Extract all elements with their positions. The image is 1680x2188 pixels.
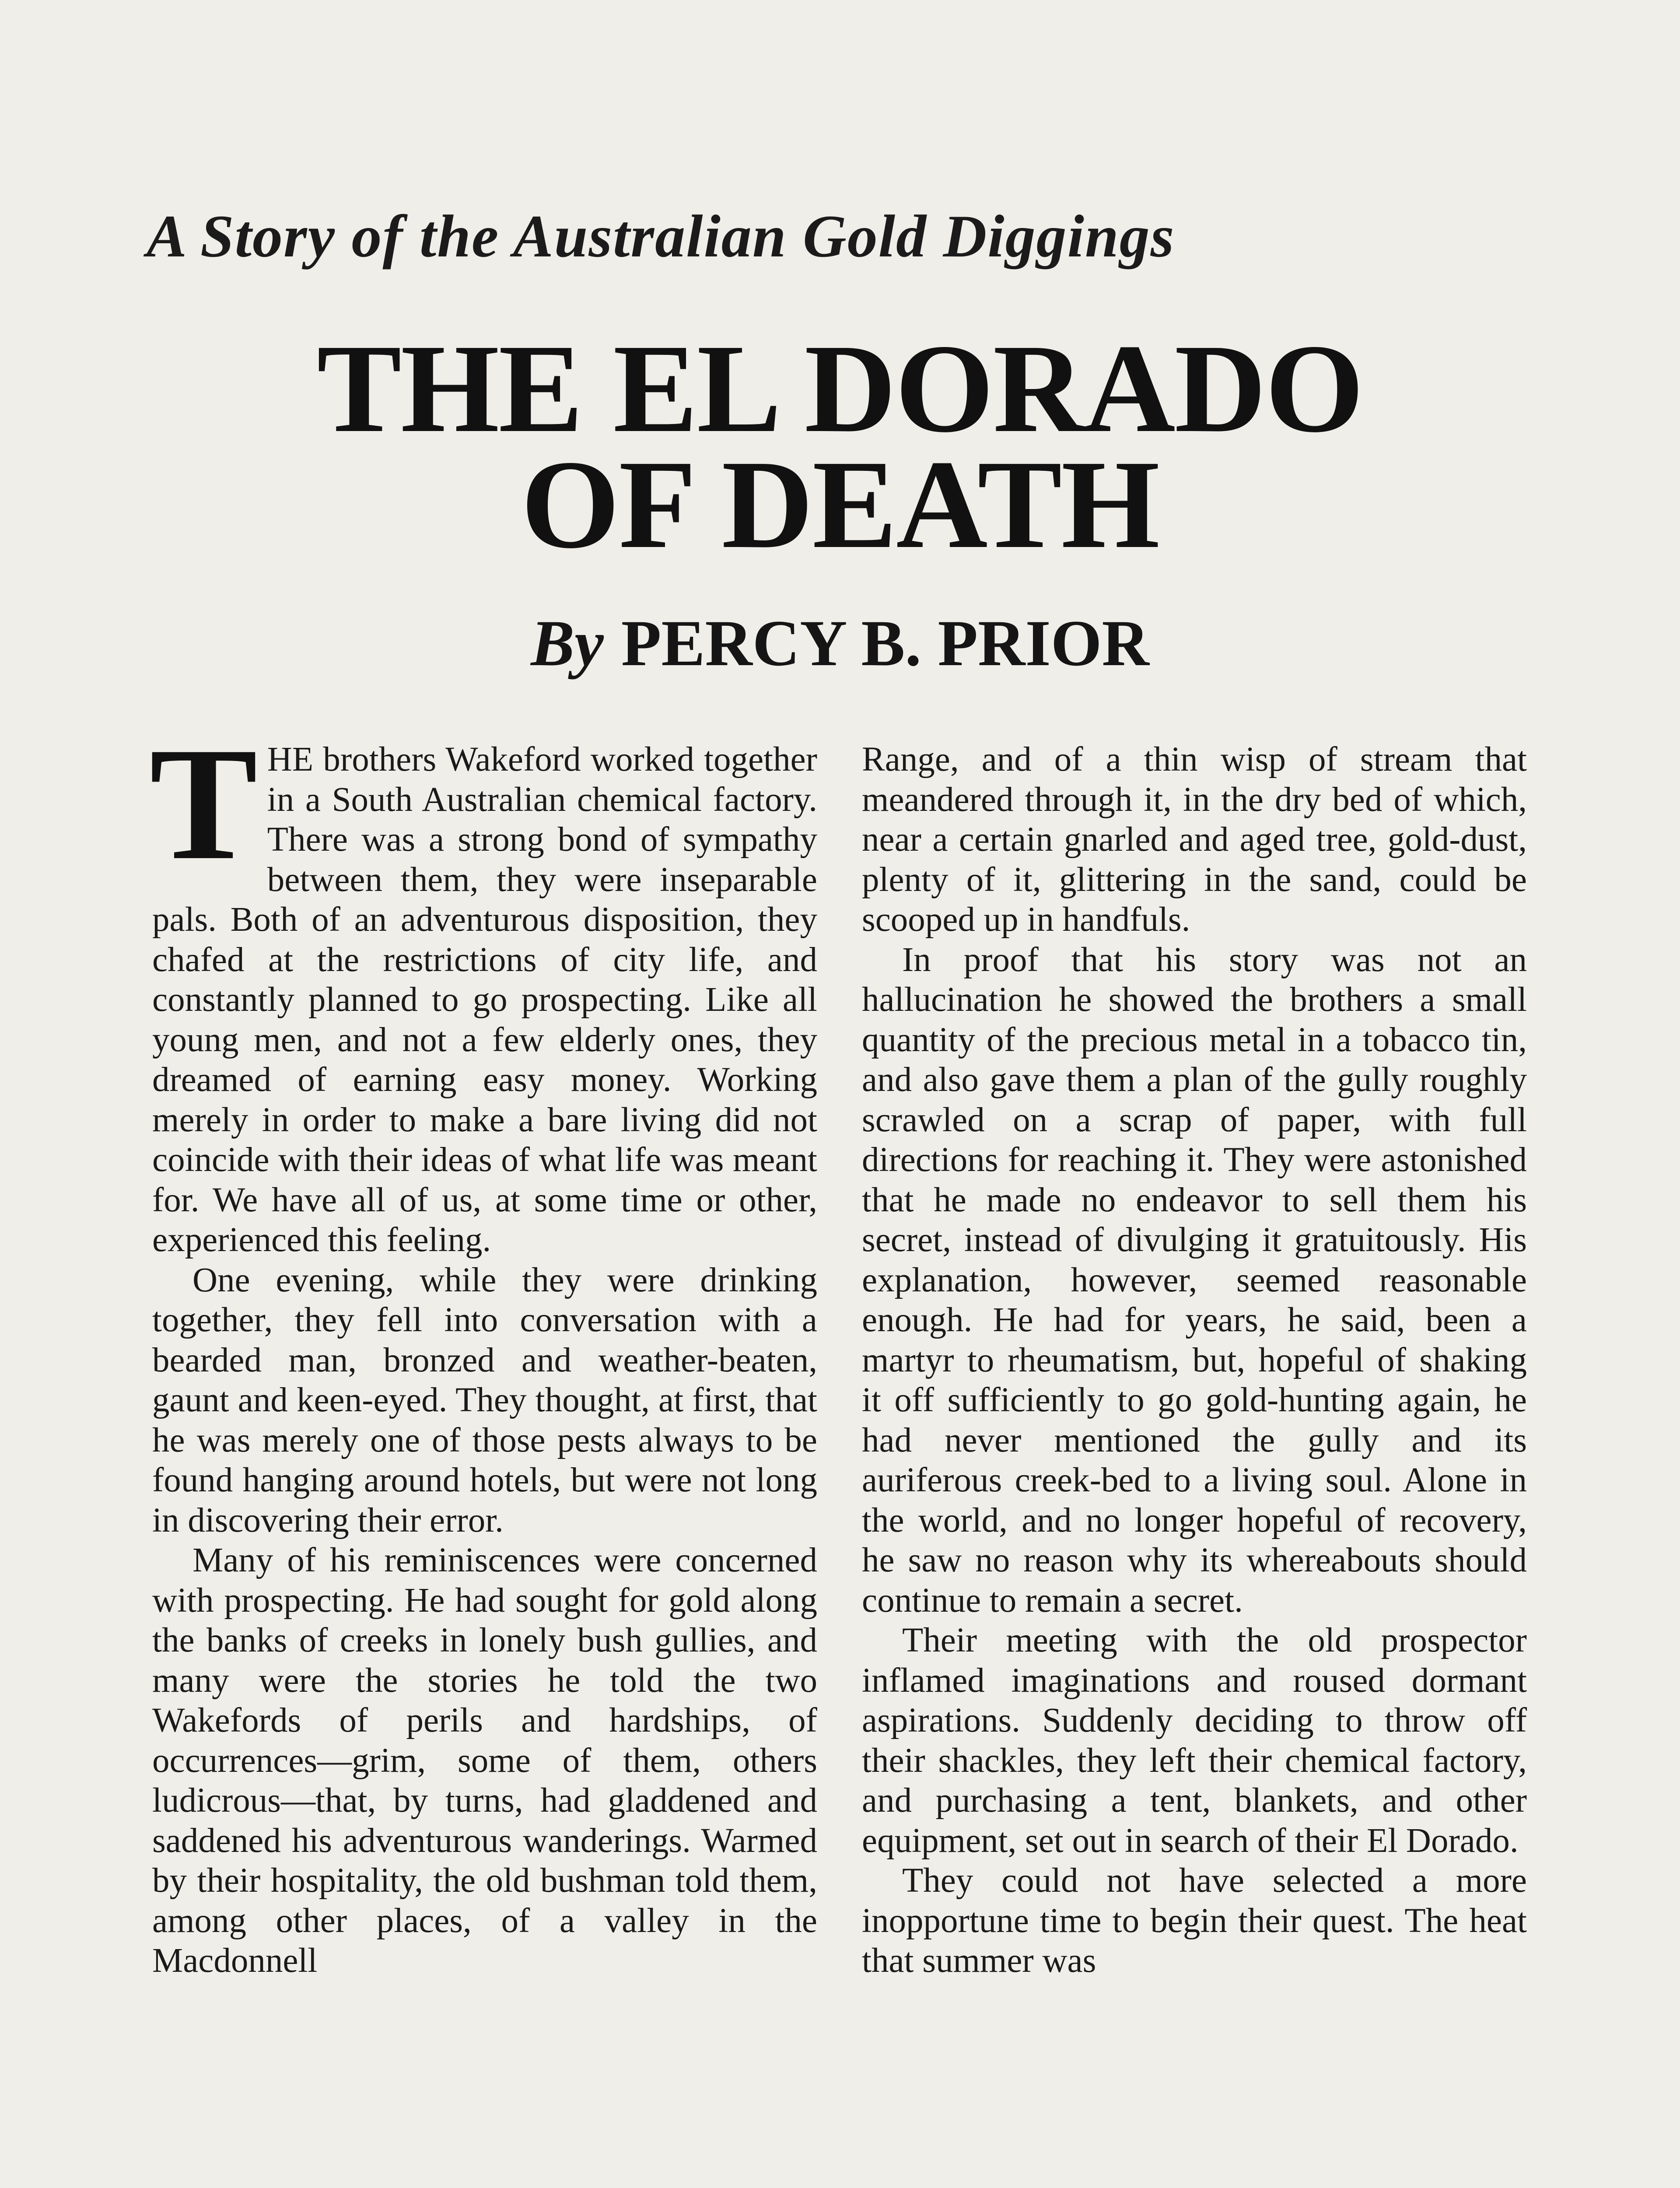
byline: [0, 606, 1680, 680]
paragraph: Their meeting with the old prospector inflamed imaginations and roused dormant aspirations. Suddenly deciding to throw off their shackles, they left their chemical factory, and purchasing a tent, blankets, and other equipment, set out in search of their El Dorado.: [862, 1621, 1527, 1860]
paragraph-text: HE brothers Wakeford worked together in a South Australian chemical factory. There was a strong bond of sympathy between them, they were inseparable pals. Both of an adventurous disposition, they chafed at the restrictions of city life, and constantly planned to go prospecting. Like all young men, and not a few elderly ones, they dreamed of earning easy money. Working merely in order to make a bare living did not coincide with their ideas of what life was meant for. We have all of us, at some time or other, experienced this feeling.: [152, 740, 817, 1259]
paragraph: One evening, while they were drinking together, they fell into conversation with a bearded man, bronzed and weather-beaten, gaunt and keen-eyed. They thought, at first, that he was merely one of those pests always to be found hanging around hotels, but were not long in discovering their error.: [152, 1261, 817, 1539]
story-kicker: A Story of the Australian Gold Diggings: [147, 203, 1175, 270]
story-title-line-1: THE EL DORADO: [317, 318, 1363, 459]
author-name: PERCY B. PRIOR: [621, 607, 1149, 680]
text-column-left: [150, 714, 817, 1981]
story-title-line-2: OF DEATH: [521, 434, 1159, 575]
paragraph: Many of his reminiscences were concerned with prospecting. He had sought for gold along the banks of creeks in lonely bush gullies, and many were the stories he told the two Wakefords of perils and hardships, of occurrences—grim, some of them, others ludicrous—that, by turns, had gladdened and saddened his adventurous wanderings. Warmed by their hospitality, the old bushman told them, among other places, of a valley in the Macdonnell: [152, 1541, 817, 1980]
byline-prefix: By: [531, 607, 604, 680]
drop-cap: T: [150, 714, 258, 894]
text-column-right: [862, 740, 1527, 1981]
paragraph: [150, 714, 817, 1260]
paragraph: Range, and of a thin wisp of stream that meandered through it, in the dry bed of which, near a certain gnarled and aged tree, gold-dust, plenty of it, glittering in the sand, could be scooped up in handfuls.: [862, 740, 1527, 939]
story-title: [0, 318, 1680, 575]
paragraph: They could not have selected a more inopportune time to begin their quest. The heat that summer was: [862, 1862, 1527, 1980]
paragraph: In proof that his story was not an hallucination he showed the brothers a small quantity of the precious metal in a tobacco tin, and also gave them a plan of the gully roughly scrawled on a scrap of paper, with full directions for reaching it. They were astonished that he made no endeavor to sell them his secret, instead of divulging it gratuitously. His explanation, however, seemed reasonable enough. He had for years, he said, been a martyr to rheumatism, but, hopeful of shaking it off sufficiently to go gold-hunting again, he had never mentioned the gully and its auriferous creek-bed to a living soul. Alone in the world, and no longer hopeful of recovery, he saw no reason why its whereabouts should continue to remain a secret.: [862, 940, 1527, 1620]
